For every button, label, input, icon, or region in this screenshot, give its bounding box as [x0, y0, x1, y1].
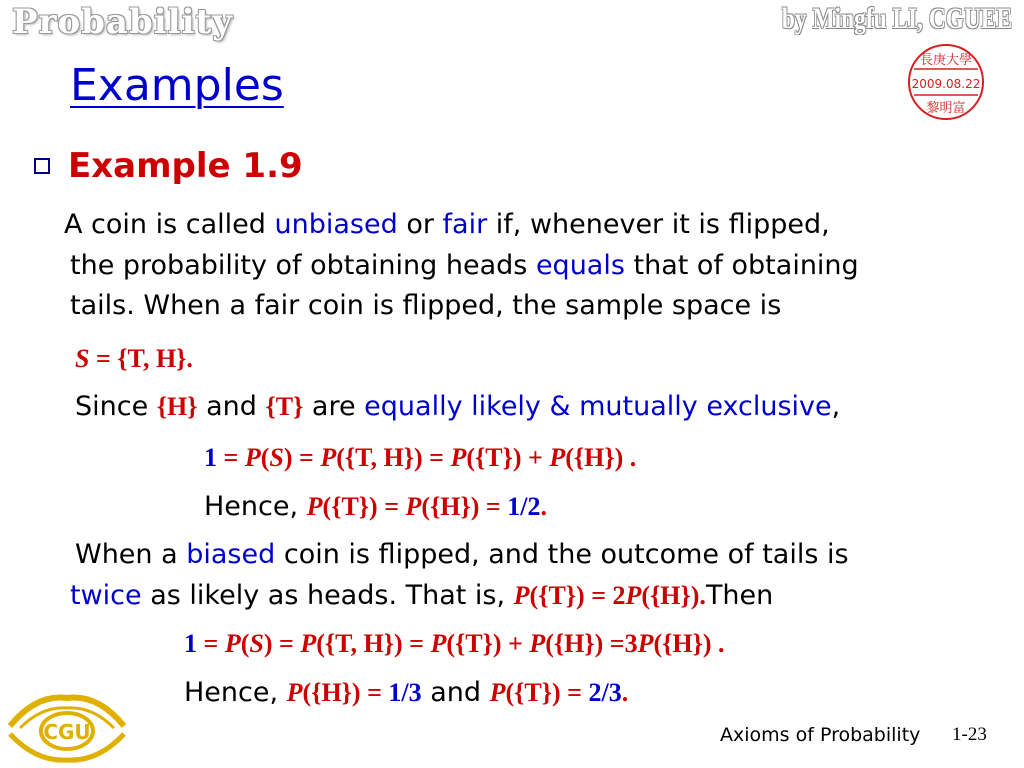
symbol-p: P	[625, 581, 642, 610]
hence-line-2	[184, 677, 628, 708]
para1-line3: tails. When a fair coin is flipped, the sample space is	[70, 290, 782, 321]
num: 3	[624, 629, 638, 658]
term-unbiased: unbiased	[274, 209, 398, 240]
para1-line1	[64, 209, 830, 240]
symbol-p: P	[513, 581, 530, 610]
symbol-p: P	[489, 678, 506, 707]
text: that of obtaining	[624, 250, 859, 281]
text: ({T, H}) =	[336, 443, 451, 472]
symbol-p: P	[300, 629, 317, 658]
para1-line2	[70, 250, 859, 281]
checkbox-bullet-icon	[34, 158, 50, 174]
symbol-p: P	[286, 678, 303, 707]
text: or	[397, 209, 443, 240]
text: ,	[831, 391, 841, 422]
symbol-s: S	[269, 443, 284, 472]
text: ({T}) +	[466, 443, 550, 472]
term-fair: fair	[442, 209, 488, 240]
text: Since	[75, 391, 157, 422]
text: .	[621, 678, 629, 707]
value-two-thirds: 2/3	[588, 678, 622, 707]
term-equally-likely: equally likely & mutually exclusive	[364, 391, 832, 422]
sample-space-equation	[75, 344, 193, 374]
num: 1	[204, 443, 217, 472]
text: the probability of obtaining heads	[70, 250, 536, 281]
seal-line2: 2009.08.22	[911, 77, 981, 91]
text: Hence,	[184, 677, 287, 708]
symbol-p: P	[320, 443, 337, 472]
symbol-p: P	[224, 629, 241, 658]
text: ({T}) =	[529, 581, 613, 610]
footer-chapter: Axioms of Probability	[720, 724, 921, 746]
text: = {T, H}.	[89, 344, 193, 373]
symbol-p: P	[549, 443, 566, 472]
text: ({T}) =	[505, 678, 589, 707]
para2-line1	[75, 539, 849, 570]
slide-title: Examples	[70, 60, 284, 111]
text: ({T}) =	[322, 492, 406, 521]
term-equals: equals	[535, 250, 625, 281]
num: 2	[612, 581, 626, 610]
symbol-s: S	[249, 629, 264, 658]
author-credit: by Mingfu LI, CGUEE	[781, 2, 1012, 35]
text: ({T, H}) =	[316, 629, 431, 658]
num: 1	[184, 629, 197, 658]
para2-line2	[70, 580, 773, 611]
symbol-p: P	[637, 629, 654, 658]
text: Then	[705, 580, 774, 611]
set-h: {H}	[156, 392, 198, 421]
page-number: 1-23	[952, 724, 987, 745]
text: =	[217, 443, 245, 472]
text: (	[260, 443, 270, 472]
logo-text: CGU	[43, 720, 91, 744]
text: ({H}) .	[653, 629, 725, 658]
text: ) =	[263, 629, 301, 658]
term-twice: twice	[70, 580, 142, 611]
symbol-p: P	[306, 492, 323, 521]
text: ) =	[283, 443, 321, 472]
symbol-p: P	[529, 629, 546, 658]
since-line	[75, 391, 840, 422]
course-title: Probability	[12, 2, 233, 42]
symbol-s: S	[75, 344, 90, 373]
example-heading: Example 1.9	[68, 146, 303, 186]
text: coin is flipped, and the outcome of tails is	[275, 539, 849, 570]
hence-line-1	[204, 491, 547, 522]
text: and	[197, 391, 266, 422]
text: .	[540, 492, 547, 521]
set-t: {T}	[265, 392, 304, 421]
symbol-p: P	[405, 492, 422, 521]
text: ({H}).	[641, 581, 706, 610]
symbol-p: P	[430, 629, 447, 658]
term-biased: biased	[186, 539, 276, 570]
text: are	[303, 391, 365, 422]
text: When a	[75, 539, 187, 570]
text: ({H}) .	[565, 443, 637, 472]
text: ({T}) +	[446, 629, 530, 658]
equation-2	[184, 629, 725, 659]
text: ({H}) =	[421, 492, 508, 521]
seal-line1: 長庚大學	[919, 53, 973, 68]
value-half: 1/2	[507, 492, 541, 521]
value-third: 1/3	[388, 678, 422, 707]
text: ({H}) =	[545, 629, 625, 658]
text: =	[197, 629, 225, 658]
equation-1	[204, 443, 636, 473]
seal-line3: 黎明富	[926, 101, 966, 116]
symbol-p: P	[244, 443, 261, 472]
symbol-p: P	[450, 443, 467, 472]
text: ({H}) =	[302, 678, 389, 707]
text: Hence,	[204, 491, 307, 522]
seal-stamp	[906, 42, 986, 122]
text: and	[421, 677, 490, 708]
text: as likely as heads. That is,	[141, 580, 514, 611]
text: A coin is called	[64, 209, 275, 240]
text: if, whenever it is flipped,	[487, 209, 830, 240]
university-logo-icon	[6, 684, 128, 764]
text: (	[240, 629, 250, 658]
